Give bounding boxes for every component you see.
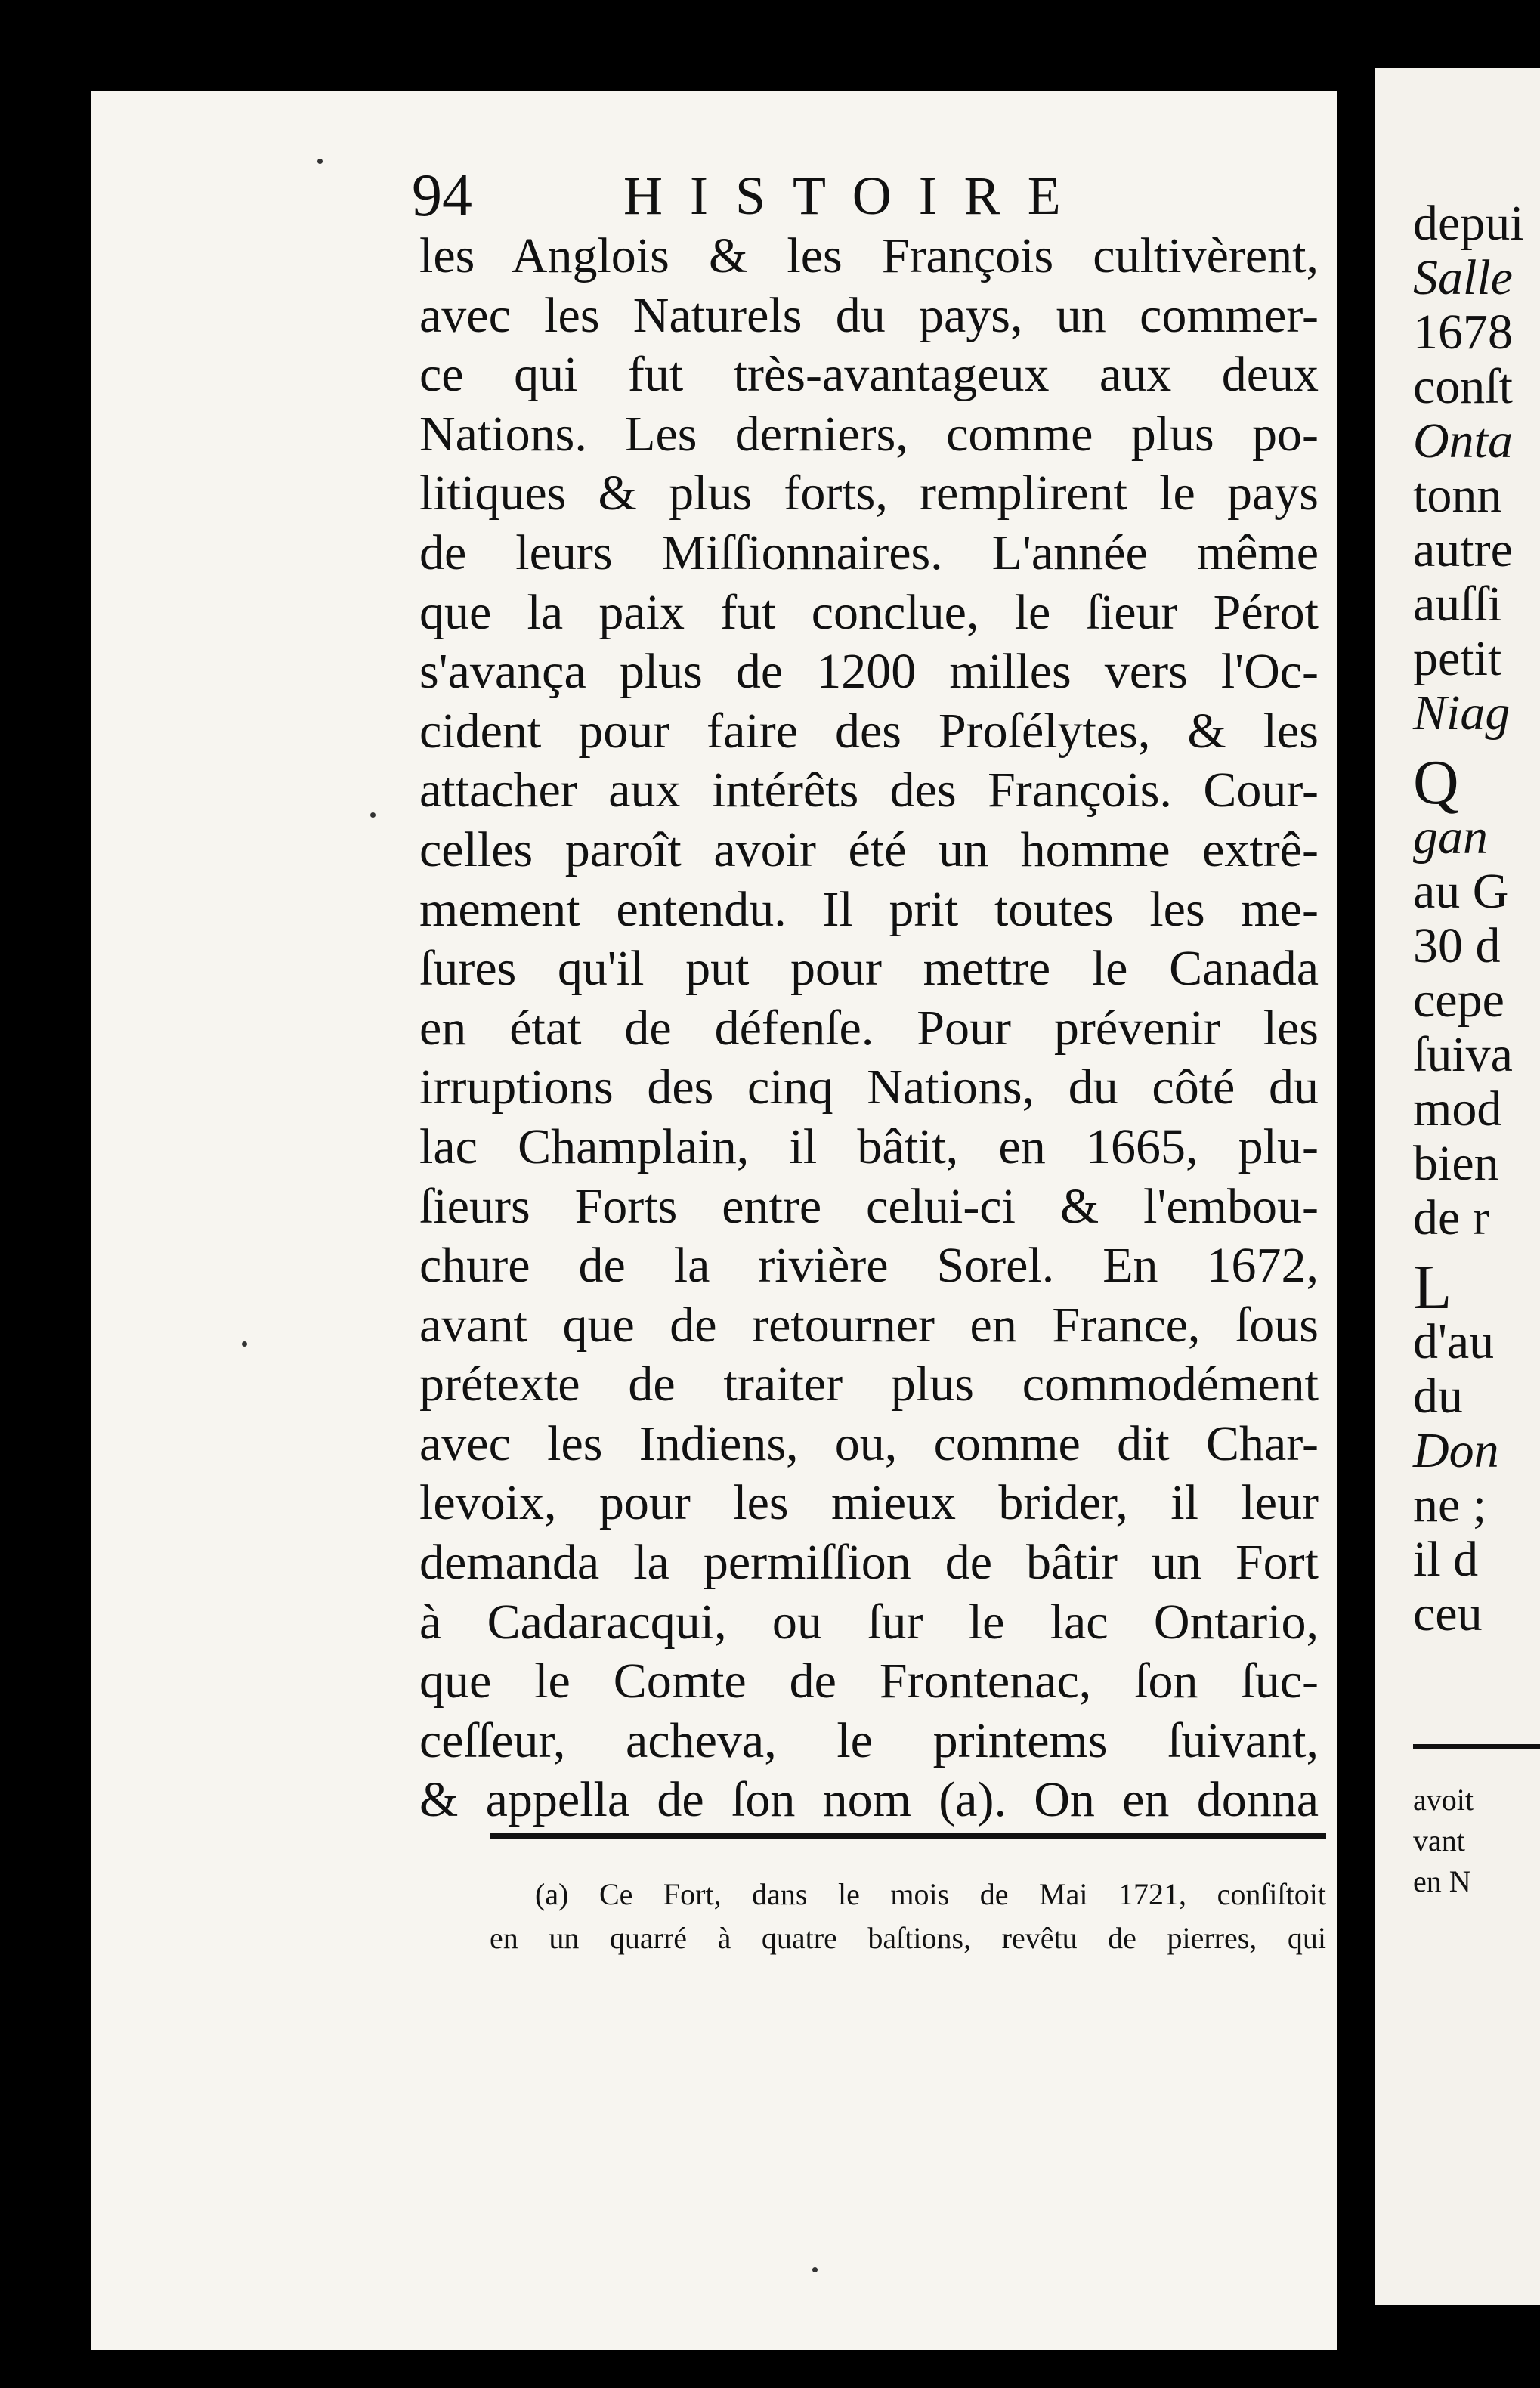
right-footnote-line: avoit bbox=[1413, 1783, 1474, 1817]
right-page bbox=[1375, 68, 1540, 2305]
right-text-line: tonn bbox=[1413, 468, 1502, 523]
text-line: Nations. Les derniers, comme plus po- bbox=[419, 406, 1319, 462]
text-line: irruptions des cinq Nations, du côté du bbox=[419, 1059, 1319, 1115]
text-line: s'avança plus de 1200 milles vers l'Oc- bbox=[419, 644, 1319, 700]
right-text-line: bien bbox=[1413, 1136, 1499, 1191]
text-line: ce qui fut très-avantageux aux deux bbox=[419, 347, 1319, 403]
text-line: levoix, pour les mieux brider, il leur bbox=[419, 1475, 1319, 1531]
text-line: ſures qu'il put pour mettre le Canada bbox=[419, 941, 1319, 997]
right-text-line: conſt bbox=[1413, 359, 1513, 414]
text-line: ceſſeur, acheva, le printems ſuivant, bbox=[419, 1712, 1319, 1768]
right-text-line: Q bbox=[1413, 747, 1459, 818]
right-text-line: de r bbox=[1413, 1190, 1489, 1245]
text-line: que la paix fut concluе, le ſieur Pérot bbox=[419, 584, 1319, 640]
footnote-line: en un quarré à quatre baſtions, revêtu de pierres, qui bbox=[490, 1921, 1326, 1955]
right-text-line: mod bbox=[1413, 1081, 1502, 1137]
paper-speck bbox=[242, 1341, 247, 1347]
right-text-line: petit bbox=[1413, 631, 1502, 686]
paper-speck bbox=[812, 2267, 818, 2272]
text-line: de leurs Miſſionnaires. L'année même bbox=[419, 524, 1319, 580]
right-text-line: ne ; bbox=[1413, 1477, 1487, 1533]
right-text-line: Salle bbox=[1413, 250, 1513, 305]
text-line: avec les Naturels du pays, un commer- bbox=[419, 287, 1319, 343]
right-text-line: 1678 bbox=[1413, 305, 1513, 360]
body-text bbox=[419, 227, 1319, 1830]
text-line: que le Comte de Frontenac, ſon ſuc- bbox=[419, 1653, 1319, 1709]
text-line: litiques & plus forts, remplirent le pays bbox=[419, 466, 1319, 521]
right-text-line: ſuiva bbox=[1413, 1027, 1513, 1082]
right-text-line: Niag bbox=[1413, 685, 1511, 741]
text-line: demanda la permiſſion de bâtir un Fort bbox=[419, 1535, 1319, 1591]
text-line: avant que de retourner en France, ſous bbox=[419, 1297, 1319, 1353]
right-footnote-rule bbox=[1413, 1744, 1540, 1749]
book-gutter bbox=[1337, 83, 1375, 2388]
right-footnote-line: en N bbox=[1413, 1864, 1471, 1898]
text-line: cident pour faire des Proſélytes, & les bbox=[419, 703, 1319, 759]
right-text-line: au G bbox=[1413, 864, 1509, 919]
right-text-line: d'au bbox=[1413, 1314, 1495, 1369]
text-line: prétexte de traiter plus commodément bbox=[419, 1356, 1319, 1412]
text-line: les Anglois & les François cultivèrent, bbox=[419, 228, 1319, 283]
right-text-line: Onta bbox=[1413, 413, 1513, 469]
right-text-line: auſſi bbox=[1413, 577, 1502, 632]
right-text-line: Don bbox=[1413, 1423, 1499, 1478]
text-line: attacher aux intérêts des François. Cour- bbox=[419, 762, 1319, 818]
right-text-line: L bbox=[1413, 1252, 1452, 1322]
right-footnote bbox=[1413, 1780, 1540, 1902]
footnote bbox=[490, 1873, 1326, 1960]
paper-speck bbox=[370, 812, 376, 818]
text-line: & appella de ſon nom (a). On en donna bbox=[419, 1772, 1319, 1828]
text-line: ſieurs Forts entre celui-ci & l'embou- bbox=[419, 1178, 1319, 1234]
text-line: lac Champlain, il bâtit, en 1665, plu- bbox=[419, 1118, 1319, 1174]
text-line: avec les Indiens, ou, comme dit Char- bbox=[419, 1415, 1319, 1471]
right-text-line: il d bbox=[1413, 1532, 1479, 1587]
right-text-line: 30 d bbox=[1413, 918, 1501, 973]
right-text-line: ceu bbox=[1413, 1586, 1483, 1641]
right-page-text bbox=[1413, 196, 1540, 1641]
page-header bbox=[412, 160, 1319, 232]
running-head: HISTOIRE bbox=[623, 165, 1088, 226]
text-line: en état de défenſe. Pour prévenir les bbox=[419, 1000, 1319, 1056]
page-number: 94 bbox=[412, 162, 472, 229]
text-line: celles paroît avoir été un homme extrê- bbox=[419, 821, 1319, 877]
right-text-line: gan bbox=[1413, 809, 1488, 865]
right-text-line: cepe bbox=[1413, 973, 1504, 1028]
text-line: à Cadaracqui, ou ſur le lac Ontario, bbox=[419, 1594, 1319, 1650]
footnote-rule bbox=[490, 1833, 1326, 1839]
text-line: chure de la rivière Sorel. En 1672, bbox=[419, 1238, 1319, 1294]
right-text-line: depui bbox=[1413, 196, 1524, 251]
right-text-line: du bbox=[1413, 1369, 1463, 1424]
footnote-line: (a) Ce Fort, dans le mois de Mai 1721, conſiſtoit bbox=[535, 1877, 1326, 1911]
right-footnote-line: vant bbox=[1413, 1823, 1465, 1858]
text-line: mement entendu. Il prit toutes les me- bbox=[419, 881, 1319, 937]
right-text-line: autre bbox=[1413, 522, 1513, 577]
paper-speck bbox=[317, 159, 323, 164]
